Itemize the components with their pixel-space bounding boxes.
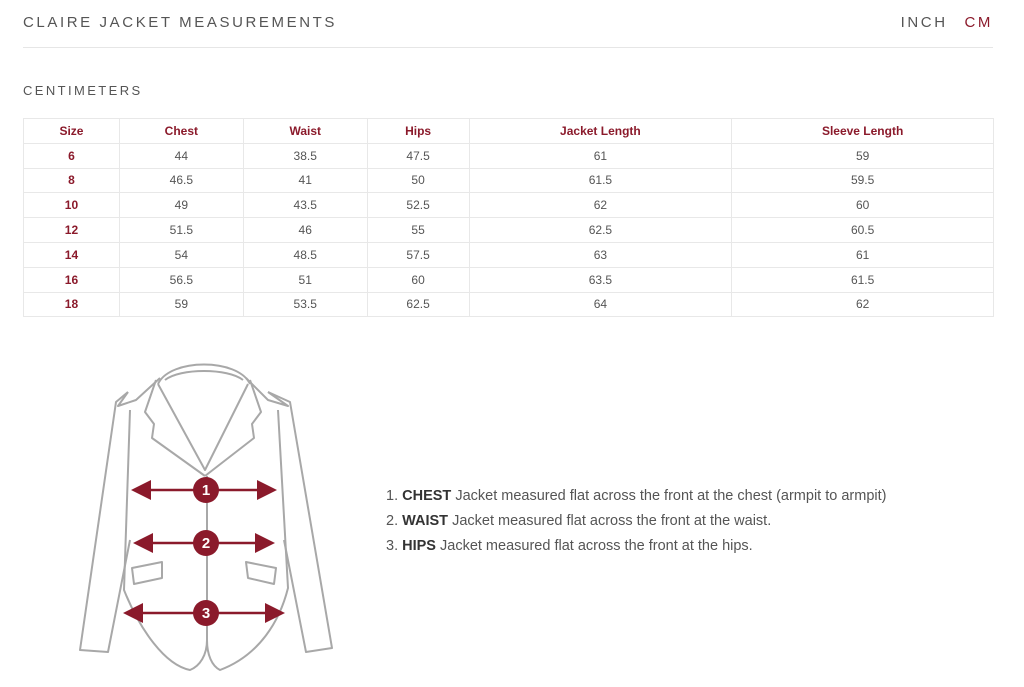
svg-text:1: 1 [201, 482, 211, 499]
unit-toggle [901, 14, 993, 31]
marker-2-icon [193, 530, 219, 556]
size-cell: 8 [24, 168, 120, 193]
chest-cell: 59 [119, 292, 243, 317]
jacket-length-cell: 61 [469, 143, 732, 168]
table-row [24, 267, 994, 292]
jacket-length-cell: 62.5 [469, 218, 732, 243]
waist-cell: 43.5 [243, 193, 367, 218]
chest-cell: 44 [119, 143, 243, 168]
note-text: Jacket measured flat across the front at the waist. [452, 513, 772, 529]
jacket-length-cell: 63 [469, 242, 732, 267]
section-label: CENTIMETERS [23, 83, 143, 98]
waist-cell: 46 [243, 218, 367, 243]
note-number: 1. [386, 488, 399, 504]
note-text: Jacket measured flat across the front at the hips. [440, 538, 753, 554]
measurement-notes [386, 484, 886, 559]
chest-cell: 54 [119, 242, 243, 267]
note-hips [386, 534, 886, 559]
hips-cell: 62.5 [367, 292, 469, 317]
note-term: WAIST [402, 513, 449, 529]
column-header-jacket-length: Jacket Length [469, 119, 732, 144]
note-waist [386, 509, 886, 534]
size-cell: 6 [24, 143, 120, 168]
waist-cell: 51 [243, 267, 367, 292]
sleeve-length-cell: 61 [732, 242, 994, 267]
jacket-diagram [70, 350, 350, 680]
waist-cell: 38.5 [243, 143, 367, 168]
size-cell: 10 [24, 193, 120, 218]
hips-cell: 47.5 [367, 143, 469, 168]
chest-cell: 56.5 [119, 267, 243, 292]
chest-cell: 49 [119, 193, 243, 218]
size-cell: 18 [24, 292, 120, 317]
svg-text:3: 3 [201, 605, 211, 622]
note-term: CHEST [402, 488, 452, 504]
note-text: Jacket measured flat across the front at the chest (armpit to armpit) [455, 488, 887, 504]
sleeve-length-cell: 60 [732, 193, 994, 218]
sleeve-length-cell: 60.5 [732, 218, 994, 243]
jacket-length-cell: 63.5 [469, 267, 732, 292]
marker-1-icon [193, 477, 219, 503]
table-row [24, 218, 994, 243]
waist-cell: 53.5 [243, 292, 367, 317]
size-cell: 12 [24, 218, 120, 243]
svg-text:2: 2 [201, 535, 211, 552]
page-header [23, 0, 993, 48]
jacket-length-cell: 61.5 [469, 168, 732, 193]
sleeve-length-cell: 62 [732, 292, 994, 317]
sleeve-length-cell: 59.5 [732, 168, 994, 193]
unit-cm-button[interactable]: CM [964, 14, 993, 31]
table-header-row [24, 119, 994, 144]
jacket-length-cell: 62 [469, 193, 732, 218]
hips-cell: 52.5 [367, 193, 469, 218]
column-header-hips: Hips [367, 119, 469, 144]
size-cell: 16 [24, 267, 120, 292]
waist-cell: 41 [243, 168, 367, 193]
table-row [24, 193, 994, 218]
page-title: CLAIRE JACKET MEASUREMENTS [23, 14, 338, 31]
chest-cell: 51.5 [119, 218, 243, 243]
hips-cell: 50 [367, 168, 469, 193]
size-chart-table [23, 118, 994, 317]
sleeve-length-cell: 61.5 [732, 267, 994, 292]
size-cell: 14 [24, 242, 120, 267]
table-row [24, 292, 994, 317]
waist-cell: 48.5 [243, 242, 367, 267]
table-row [24, 242, 994, 267]
table-row [24, 143, 994, 168]
jacket-length-cell: 64 [469, 292, 732, 317]
column-header-waist: Waist [243, 119, 367, 144]
column-header-size: Size [24, 119, 120, 144]
chest-cell: 46.5 [119, 168, 243, 193]
hips-cell: 55 [367, 218, 469, 243]
note-term: HIPS [402, 538, 436, 554]
hips-cell: 60 [367, 267, 469, 292]
column-header-sleeve-length: Sleeve Length [732, 119, 994, 144]
note-number: 3. [386, 538, 399, 554]
unit-inch-button[interactable]: INCH [900, 14, 948, 31]
note-chest [386, 484, 886, 509]
sleeve-length-cell: 59 [732, 143, 994, 168]
column-header-chest: Chest [119, 119, 243, 144]
table-row [24, 168, 994, 193]
note-number: 2. [386, 513, 399, 529]
marker-3-icon [193, 600, 219, 626]
hips-cell: 57.5 [367, 242, 469, 267]
